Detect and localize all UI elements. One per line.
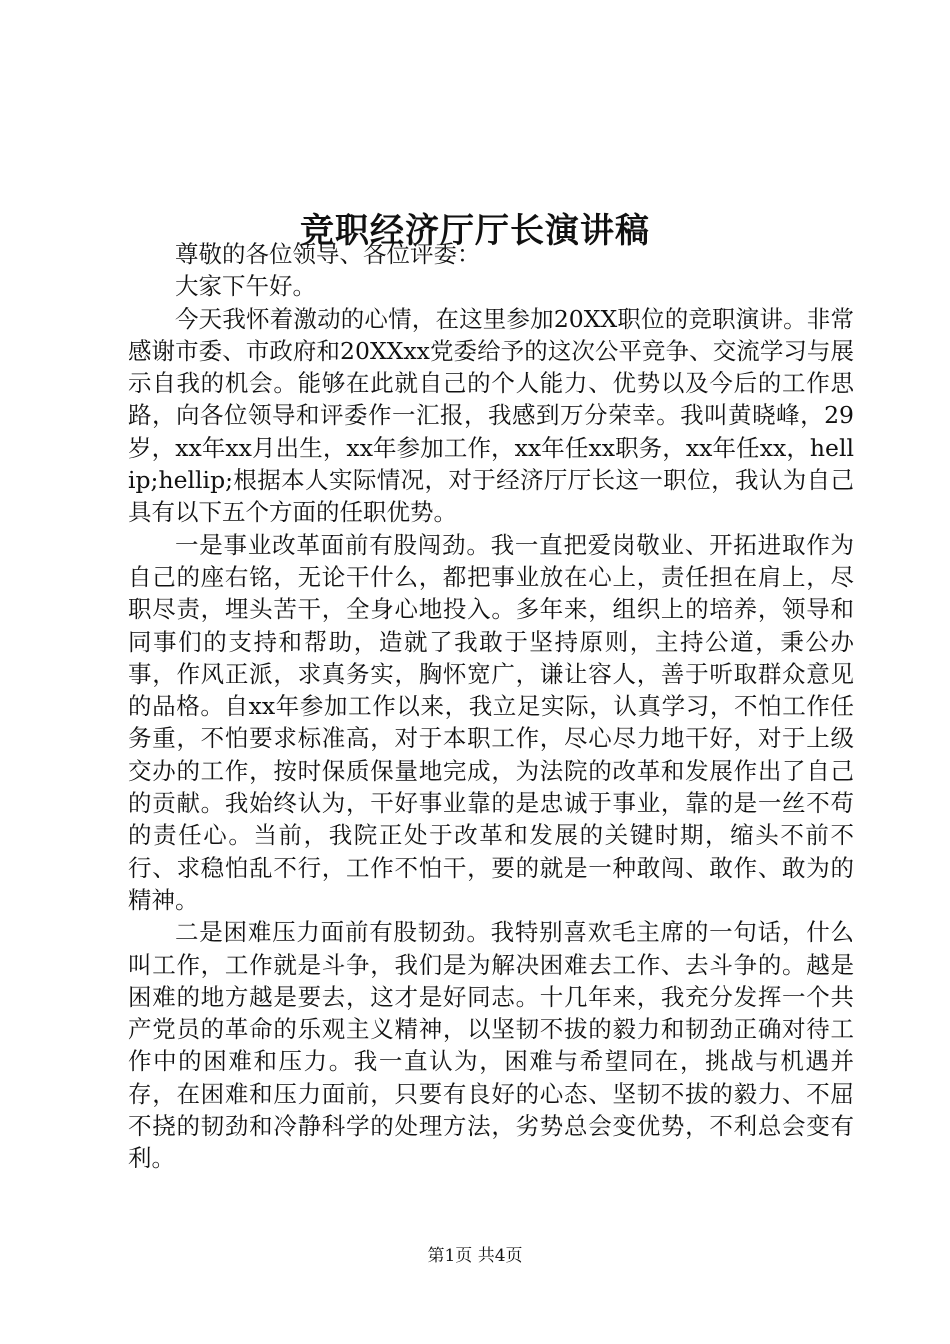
introduction-paragraph: 今天我怀着激动的心情，在这里参加20XX职位的竞职演讲。非常感谢市委、市政府和20XXxx党委给予的这次公平竞争、交流学习与展示自我的机会。能够在此就自己的个人能力、优势以及今后的工作思路，向各位领导和评委作一汇报，我感到万分荣幸。我叫黄晓峰，29岁，xx年xx月出生，xx年参加工作，xx年任xx职务，xx年任xx，hellip;hellip;根据本人实际情况，对于经济厅厅长这一职位，我认为自己具有以下五个方面的任职优势。 (128, 304, 854, 527)
greeting-paragraph: 大家下午好。 (175, 272, 316, 301)
document-body (128, 238, 854, 1175)
page-number-footer: 第1页 共4页 (427, 1246, 523, 1266)
document-title: 竞职经济厅厅长演讲稿 (300, 210, 650, 251)
salutation-paragraph: 尊敬的各位领导、各位评委： (175, 240, 481, 268)
advantage-two-paragraph: 二是困难压力面前有股韧劲。我特别喜欢毛主席的一句话，什么叫工作，工作就是斗争，我们是为解决困难去工作、去斗争的。越是困难的地方越是要去，这才是好同志。十几年来，我充分发挥一个共产党员的革命的乐观主义精神，以坚韧不拔的毅力和韧劲正确对待工作中的困难和压力。我一直认为，困难与希望同在，挑战与机遇并存，在困难和压力面前，只要有良好的心态、坚韧不拔的毅力、不屈不挠的韧劲和冷静科学的处理方法，劣势总会变优势，不利总会变有利。 (128, 918, 854, 1173)
advantage-one-paragraph: 一是事业改革面前有股闯劲。我一直把爱岗敬业、开拓进取作为自己的座右铭，无论干什么，都把事业放在心上，责任担在肩上，尽职尽责，埋头苦干，全身心地投入。多年来，组织上的培养，领导和同事们的支持和帮助，造就了我敢于坚持原则，主持公道，秉公办事，作风正派，求真务实，胸怀宽广，谦让容人，善于听取群众意见的品格。自xx年参加工作以来，我立足实际，认真学习，不怕工作任务重，不怕要求标准高，对于本职工作，尽心尽力地干好，对于上级交办的工作，按时保质保量地完成，为法院的改革和发展作出了自己的贡献。我始终认为，干好事业靠的是忠诚于事业，靠的是一丝不苟的责任心。当前，我院正处于改革和发展的关键时期，缩头不前不行、求稳怕乱不行，工作不怕干，要的就是一种敢闯、敢作、敢为的精神。 (128, 530, 854, 914)
